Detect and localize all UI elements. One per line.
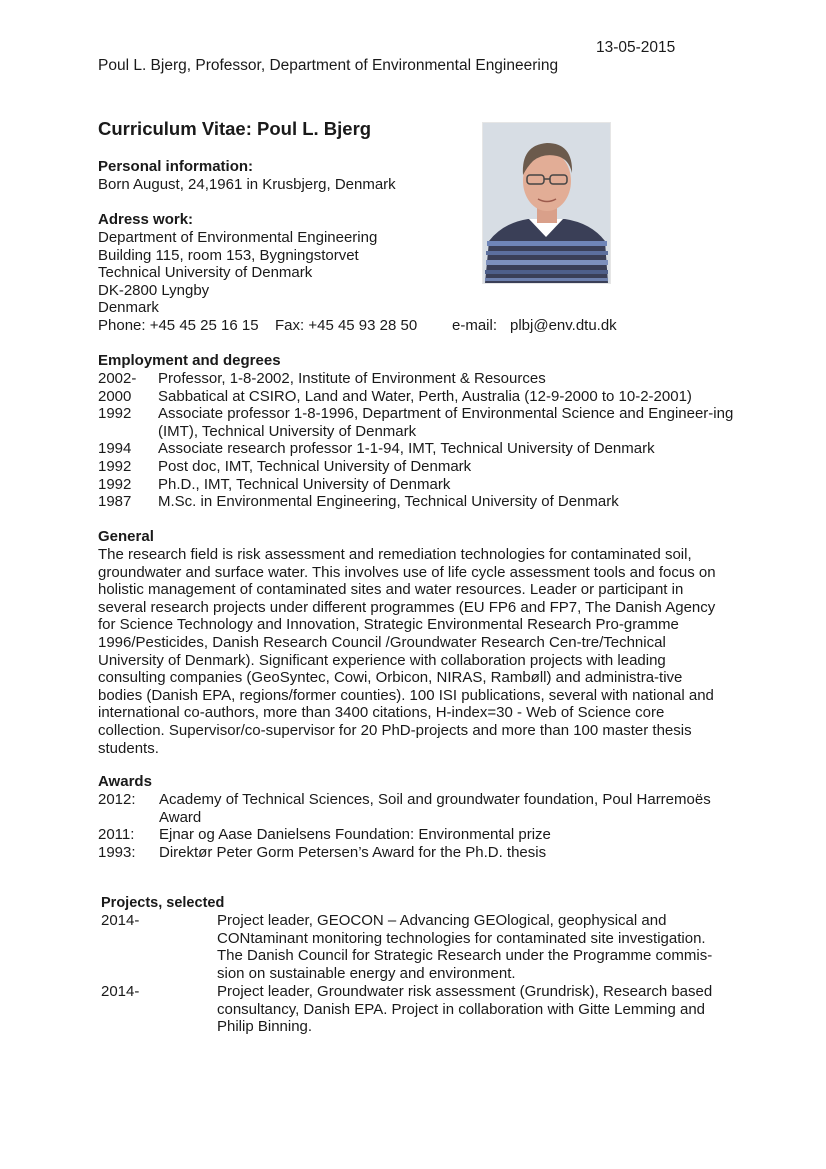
address-line: Technical University of Denmark bbox=[98, 264, 313, 282]
award-year: 1993: bbox=[98, 843, 136, 861]
page-title: Curriculum Vitae: Poul L. Bjerg bbox=[98, 118, 372, 139]
employment-year: 2000 bbox=[98, 387, 132, 405]
employment-desc: Ph.D., IMT, Technical University of Denmark bbox=[158, 475, 451, 493]
email-label: e-mail: bbox=[452, 317, 498, 334]
award-desc: Ejnar og Aase Danielsens Foundation: Environmental prize bbox=[159, 826, 551, 844]
projects-heading: Projects, selected bbox=[101, 895, 225, 911]
portrait-illustration bbox=[483, 123, 610, 283]
employment-year: 1992 bbox=[98, 458, 132, 475]
document-date: 13-05-2015 bbox=[596, 39, 676, 56]
email-link[interactable]: plbj@env.dtu.dk bbox=[510, 317, 617, 334]
employment-year: 1992 bbox=[98, 405, 132, 423]
award-desc: Academy of Technical Sciences, Soil and groundwater foundation, Poul Harremoës Award bbox=[159, 791, 711, 826]
address-line: Building 115, room 153, Bygningstorvet bbox=[98, 246, 359, 264]
award-desc: Direktør Peter Gorm Petersen’s Award for the Ph.D. thesis bbox=[159, 843, 547, 861]
project-year: 2014- bbox=[101, 912, 140, 929]
awards-heading: Awards bbox=[98, 773, 152, 790]
address-line: Department of Environmental Engineering bbox=[98, 229, 378, 246]
employment-year: 1992 bbox=[98, 475, 132, 493]
general-heading: General bbox=[98, 528, 154, 545]
employment-year: 1987 bbox=[98, 493, 132, 511]
employment-desc: Post doc, IMT, Technical University of Denmark bbox=[158, 458, 472, 475]
employment-desc: Associate professor 1-8-1996, Department of Environmental Science and Engineer-ing (IMT), Technical University of Denmark bbox=[158, 405, 734, 440]
fax-number: Fax: +45 45 93 28 50 bbox=[275, 317, 418, 334]
employment-desc: Associate research professor 1-1-94, IMT, Technical University of Denmark bbox=[158, 440, 655, 458]
award-year: 2011: bbox=[98, 826, 135, 844]
portrait-photo bbox=[482, 122, 611, 284]
phone-number: Phone: +45 45 25 16 15 bbox=[98, 317, 259, 334]
address-heading: Adress work: bbox=[98, 211, 194, 228]
employment-desc: Professor, 1-8-2002, Institute of Environment & Resources bbox=[158, 370, 546, 387]
general-paragraph: The research field is risk assessment and remediation technologies for contaminated soil, groundwater and surface water. This involves use of life cycle assessment tools and focus on holistic management of contaminated sites and water resources. Leader or participant in several research projects under different programmes (EU FP6 and FP7, The Danish Agency for Science Technology and Innovation, Strategic Environmental Research Pro-gramme 1996/Pesticides, Danish Research Council /Groundwater Research Cen-tre/Technical University of Denmark). Significant experience with collaboration projects with leading consulting companies (GeoSyntec, Cowi, Orbicon, NIRAS, Rambøll) and administra-tive bodies (Danish EPA, regions/former counties). 100 ISI publications, several with national and international co-authors, more than 3400 citations, H-index=30 - Web of Science core collection. Supervisor/co-supervisor for 20 PhD-projects and more than 100 master thesis students. bbox=[98, 546, 716, 757]
employment-year: 1994 bbox=[98, 440, 132, 458]
employment-year: 2002- bbox=[98, 370, 137, 387]
award-year: 2012: bbox=[98, 791, 136, 808]
address-line: DK-2800 Lyngby bbox=[98, 281, 210, 299]
birth-info: Born August, 24,1961 in Krusbjerg, Denmark bbox=[98, 176, 396, 193]
project-desc: Project leader, Groundwater risk assessment (Grundrisk), Research based consultancy, Danish EPA. Project in collaboration with Gitte Lemming and Philip Binning. bbox=[217, 983, 713, 1036]
personal-info-heading: Personal information: bbox=[98, 158, 254, 175]
running-header: Poul L. Bjerg, Professor, Department of Environmental Engineering bbox=[98, 57, 559, 74]
address-line: Denmark bbox=[98, 299, 159, 317]
project-desc: Project leader, GEOCON – Advancing GEOlogical, geophysical and CONtaminant monitoring technologies for contaminated site investigation. The Danish Council for Strategic Research under the Programme commis-sion on sustainable energy and environment. bbox=[217, 912, 713, 982]
employment-heading: Employment and degrees bbox=[98, 352, 281, 369]
project-year: 2014- bbox=[101, 983, 140, 1000]
employment-desc: M.Sc. in Environmental Engineering, Technical University of Denmark bbox=[158, 493, 619, 511]
employment-desc: Sabbatical at CSIRO, Land and Water, Perth, Australia (12-9-2000 to 10-2-2001) bbox=[158, 387, 692, 405]
